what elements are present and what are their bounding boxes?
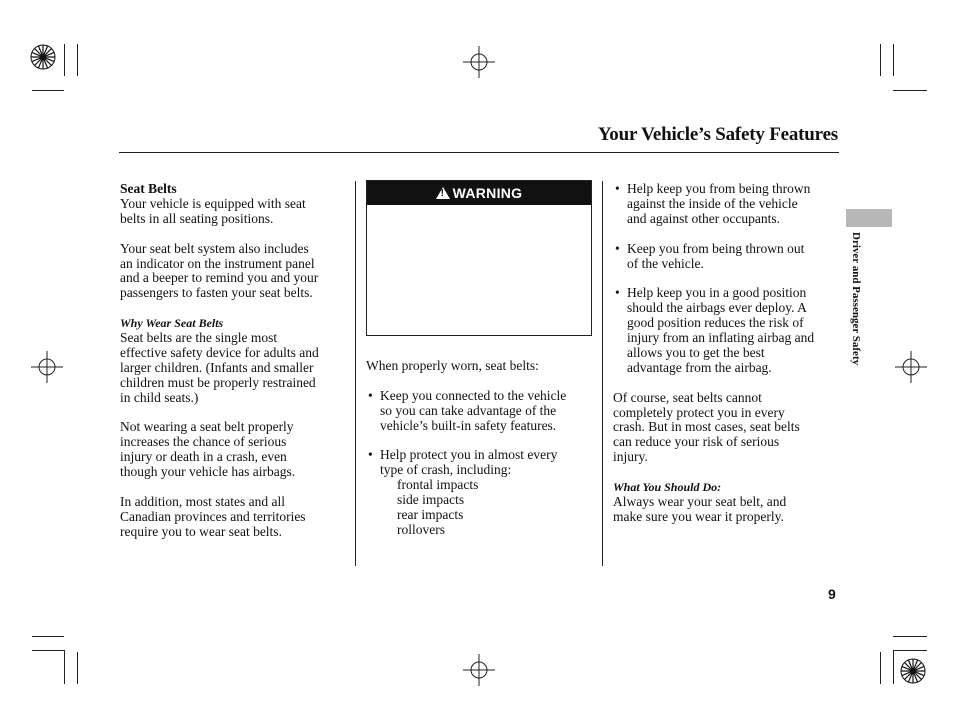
text-line: Keep you connected to the vehicle bbox=[380, 387, 567, 403]
registration-crosshair-icon bbox=[895, 351, 927, 383]
text-line: an indicator on the instrument panel bbox=[120, 255, 315, 271]
list-item bbox=[366, 389, 598, 434]
bullet-icon: • bbox=[615, 240, 620, 256]
crash-type-item: rollovers bbox=[397, 521, 445, 537]
text-line: Canadian provinces and territories bbox=[120, 508, 306, 524]
text-line: injury from an inflating airbag and bbox=[627, 330, 815, 346]
text-line: can reduce your risk of serious bbox=[613, 434, 780, 450]
text-line: and a beeper to remind you and your bbox=[120, 270, 319, 286]
text-line: larger children. (Infants and smaller bbox=[120, 359, 314, 375]
text-line: Help keep you from being thrown bbox=[627, 181, 811, 196]
text-line: against the inside of the vehicle bbox=[627, 195, 798, 211]
text-line: Keep you from being thrown out bbox=[627, 240, 805, 256]
text-line: require you to wear seat belts. bbox=[120, 523, 282, 539]
crash-type-item: frontal impacts bbox=[397, 477, 479, 493]
header-rule bbox=[119, 152, 839, 153]
bullet-icon: • bbox=[615, 181, 620, 196]
registration-crosshair-icon bbox=[463, 654, 495, 686]
page-number: 9 bbox=[828, 586, 836, 602]
text-line: Your vehicle is equipped with seat bbox=[120, 195, 306, 211]
text-line: though your vehicle has airbags. bbox=[120, 464, 296, 480]
text-line: Your seat belt system also includes bbox=[120, 240, 309, 256]
column-3 bbox=[613, 182, 841, 525]
bullet-icon: • bbox=[368, 447, 373, 463]
text-line: children must be properly restrained bbox=[120, 374, 316, 390]
text-line: vehicle’s built-in safety features. bbox=[380, 417, 557, 433]
list-item bbox=[613, 242, 841, 272]
column-1 bbox=[120, 182, 350, 540]
text-line: belts in all seating positions. bbox=[120, 210, 274, 226]
text-line: make sure you wear it properly. bbox=[613, 508, 784, 524]
text-line: Help protect you in almost every bbox=[380, 447, 558, 463]
text-line: In addition, most states and all bbox=[120, 493, 285, 509]
text-line: Not wearing a seat belt properly bbox=[120, 419, 294, 435]
text-line: and against other occupants. bbox=[627, 210, 780, 226]
text-line: of the vehicle. bbox=[627, 255, 704, 271]
text-line: crash. But in most cases, seat belts bbox=[613, 419, 800, 435]
intro-text: When properly worn, seat belts: bbox=[366, 358, 539, 373]
subheading: What You Should Do: bbox=[613, 480, 722, 495]
text-line: injury. bbox=[613, 449, 648, 465]
text-line: increases the chance of serious bbox=[120, 434, 287, 450]
registration-sunburst-icon bbox=[900, 658, 926, 684]
crash-type-item: rear impacts bbox=[397, 507, 464, 523]
text-line: Always wear your seat belt, and bbox=[613, 493, 787, 509]
section-tab-label: Driver and Passenger Safety bbox=[850, 232, 862, 366]
warning-label: WARNING bbox=[452, 185, 523, 201]
column-2 bbox=[366, 359, 598, 538]
warning-triangle-icon bbox=[436, 187, 450, 199]
registration-crosshair-icon bbox=[463, 46, 495, 78]
text-line: Seat belts are the single most bbox=[120, 330, 278, 346]
text-line: Help keep you in a good position bbox=[627, 285, 807, 301]
text-line: allows you to get the best bbox=[627, 344, 765, 360]
text-line: passengers to fasten your seat belts. bbox=[120, 285, 313, 301]
registration-sunburst-icon bbox=[30, 44, 56, 70]
registration-crosshair-icon bbox=[31, 351, 63, 383]
text-line: should the airbags ever deploy. A bbox=[627, 300, 807, 316]
list-item bbox=[613, 182, 841, 227]
text-line: effective safety device for adults and bbox=[120, 344, 319, 360]
text-line: type of crash, including: bbox=[380, 462, 512, 478]
text-line: Of course, seat belts cannot bbox=[613, 389, 762, 405]
warning-box bbox=[366, 180, 592, 336]
column-divider bbox=[355, 181, 356, 566]
page-title: Your Vehicle’s Safety Features bbox=[597, 124, 838, 145]
warning-header bbox=[367, 181, 591, 205]
section-heading: Seat Belts bbox=[120, 181, 177, 196]
text-line: injury or death in a crash, even bbox=[120, 449, 287, 465]
column-divider bbox=[602, 181, 603, 566]
crash-type-item: side impacts bbox=[397, 492, 465, 508]
bullet-icon: • bbox=[368, 387, 373, 403]
bullet-icon: • bbox=[615, 285, 620, 301]
text-line: advantage from the airbag. bbox=[627, 359, 772, 375]
subheading: Why Wear Seat Belts bbox=[120, 316, 224, 331]
section-tab bbox=[846, 209, 892, 227]
text-line: good position reduces the risk of bbox=[627, 315, 804, 331]
text-line: so you can take advantage of the bbox=[380, 402, 557, 418]
list-item bbox=[613, 286, 841, 375]
list-item bbox=[366, 448, 598, 478]
text-line: completely protect you in every bbox=[613, 404, 785, 420]
text-line: in child seats.) bbox=[120, 389, 199, 405]
